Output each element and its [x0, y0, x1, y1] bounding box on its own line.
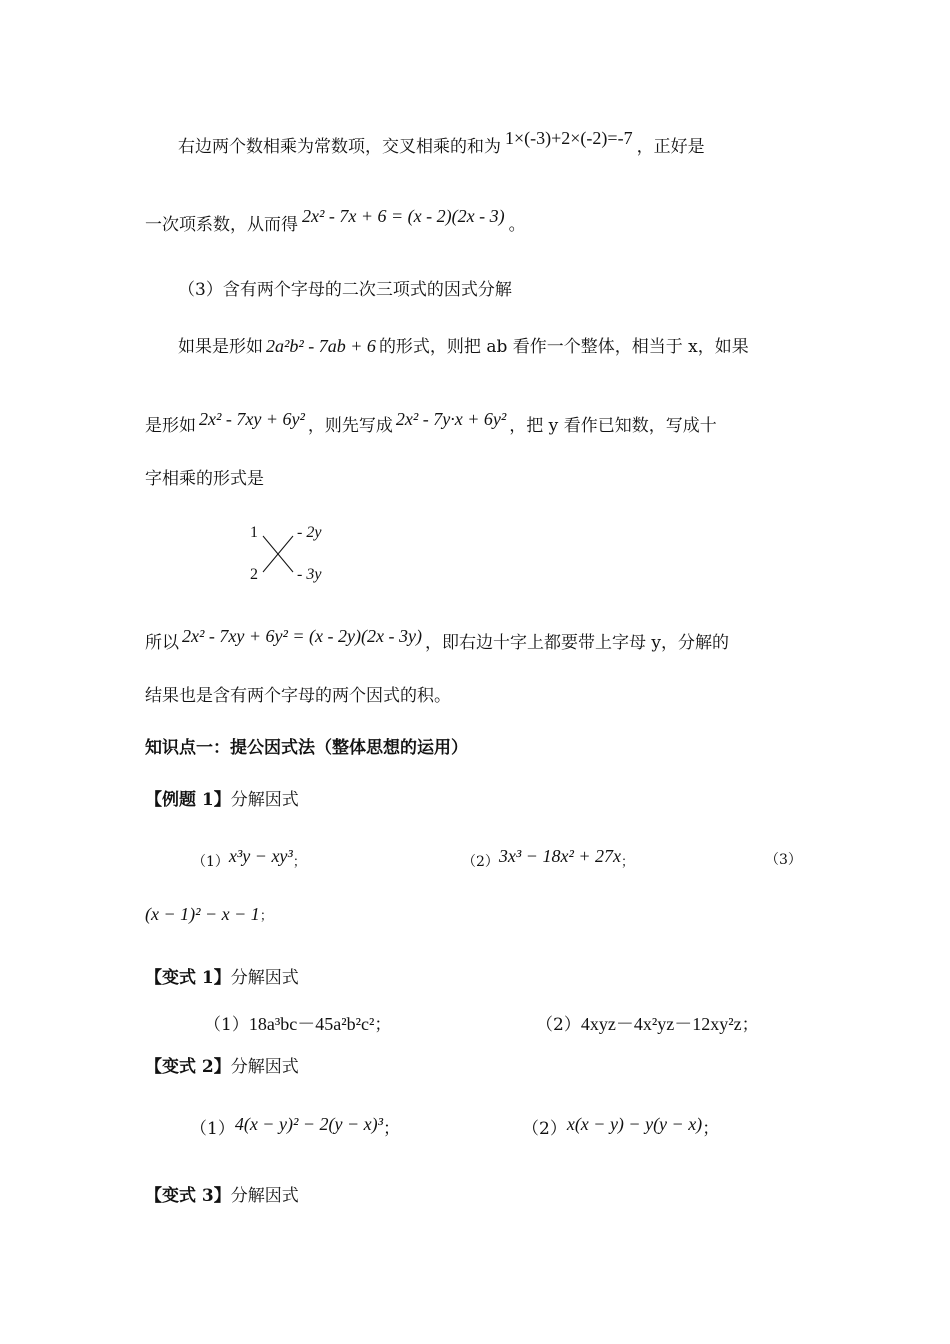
- math-formula: 3x³ − 18x² + 27x: [498, 846, 621, 866]
- cross-top-left: 1: [250, 524, 258, 541]
- math-formula: 4(x − y)² − 2(y − x)³: [234, 1114, 383, 1134]
- text: 所以: [145, 633, 179, 653]
- text: ，即右边十字上都要带上字母 y，分解的: [424, 633, 729, 653]
- math-formula: x³y − xy³: [228, 846, 293, 866]
- cross-lines: [245, 522, 355, 586]
- variant-instruction: 分解因式: [230, 1186, 299, 1206]
- example-instruction: 分解因式: [230, 790, 299, 810]
- text-line: [178, 334, 749, 359]
- text: 的形式，则把 ab 看作一个整体，相当于 x，如果: [378, 337, 749, 357]
- variant-2-header: [145, 1055, 299, 1079]
- subheading: （3）含有两个字母的二次三项式的因式分解: [178, 280, 512, 300]
- variant-3-header: [145, 1184, 299, 1208]
- punct: ；: [374, 1015, 392, 1035]
- variant-1-problem-2: [536, 1012, 759, 1037]
- text: ，把 y 看作已知数，写成十: [509, 416, 717, 436]
- cross-bottom-left: 2: [250, 566, 258, 583]
- problem-2: [462, 848, 634, 875]
- math-formula: 2x² - 7xy + 6y²: [199, 409, 305, 429]
- text: ，正好是: [636, 137, 705, 157]
- text-line: 结果也是含有两个字母的两个因式的积。: [145, 686, 451, 706]
- text: 是形如: [145, 416, 196, 436]
- variant-label: 【变式 1】: [145, 968, 231, 988]
- variant-instruction: 分解因式: [230, 1057, 299, 1077]
- math-formula: 2a²b² - 7ab + 6: [266, 336, 376, 356]
- problem-3: [145, 902, 273, 929]
- math-formula: 2x² - 7y·x + 6y²: [395, 409, 507, 429]
- variant-label: 【变式 3】: [145, 1186, 231, 1206]
- problem-3-number: （3）: [765, 852, 802, 868]
- punct: ；: [292, 855, 306, 870]
- text: 一次项系数，从而得: [145, 215, 298, 235]
- punct: ；: [702, 1119, 720, 1139]
- math-formula: 1×(-3)+2×(-2)=-7: [505, 128, 633, 148]
- text-line: [178, 128, 705, 159]
- problem-1: [192, 848, 306, 875]
- variant-1-problem-1: [204, 1012, 391, 1037]
- example-label: 【例题 1】: [145, 790, 231, 810]
- problem-number: （1）: [204, 1015, 249, 1035]
- math-formula: 18a³bc－45a²b²c²: [248, 1014, 375, 1034]
- variant-2-problem-1: [190, 1116, 400, 1141]
- variant-instruction: 分解因式: [230, 968, 299, 988]
- section-heading: 知识点一：提公因式法（整体思想的运用）: [145, 738, 468, 758]
- text-line: 字相乘的形式是: [145, 469, 264, 489]
- variant-1-header: [145, 966, 299, 990]
- math-formula: 2x² - 7xy + 6y² = (x - 2y)(2x - 3y): [182, 626, 422, 646]
- math-formula: 2x² - 7x + 6 = (x - 2)(2x - 3): [302, 206, 505, 226]
- math-formula: x(x − y) − y(y − x): [566, 1114, 703, 1134]
- punct: ；: [741, 1015, 759, 1035]
- problem-number: （2）: [536, 1015, 581, 1035]
- text: 。: [508, 215, 526, 235]
- problem-number: （2）: [522, 1119, 567, 1139]
- cross-multiplication-diagram: [245, 522, 355, 586]
- text-line: [145, 626, 729, 655]
- variant-2-problem-2: [522, 1116, 719, 1141]
- cross-bottom-right: - 3y: [297, 566, 322, 583]
- problem-number: （1）: [190, 1119, 235, 1139]
- math-formula: 4xyz－4x²yz－12xy²z: [580, 1014, 742, 1034]
- cross-top-right: - 2y: [297, 524, 322, 541]
- text-line: [145, 206, 526, 237]
- variant-label: 【变式 2】: [145, 1057, 231, 1077]
- punct: ；: [383, 1119, 400, 1139]
- text-line: [145, 409, 717, 438]
- example-1-header: [145, 788, 299, 812]
- punct: ；: [259, 909, 273, 924]
- text: 如果是形如: [178, 337, 263, 357]
- math-formula: (x − 1)² − x − 1: [145, 904, 260, 924]
- text: ，则先写成: [307, 416, 393, 436]
- problem-number: （2）: [462, 854, 499, 870]
- problem-number: （1）: [192, 854, 229, 870]
- punct: ；: [620, 855, 634, 870]
- text: 右边两个数相乘为常数项，交叉相乘的和为: [178, 137, 501, 157]
